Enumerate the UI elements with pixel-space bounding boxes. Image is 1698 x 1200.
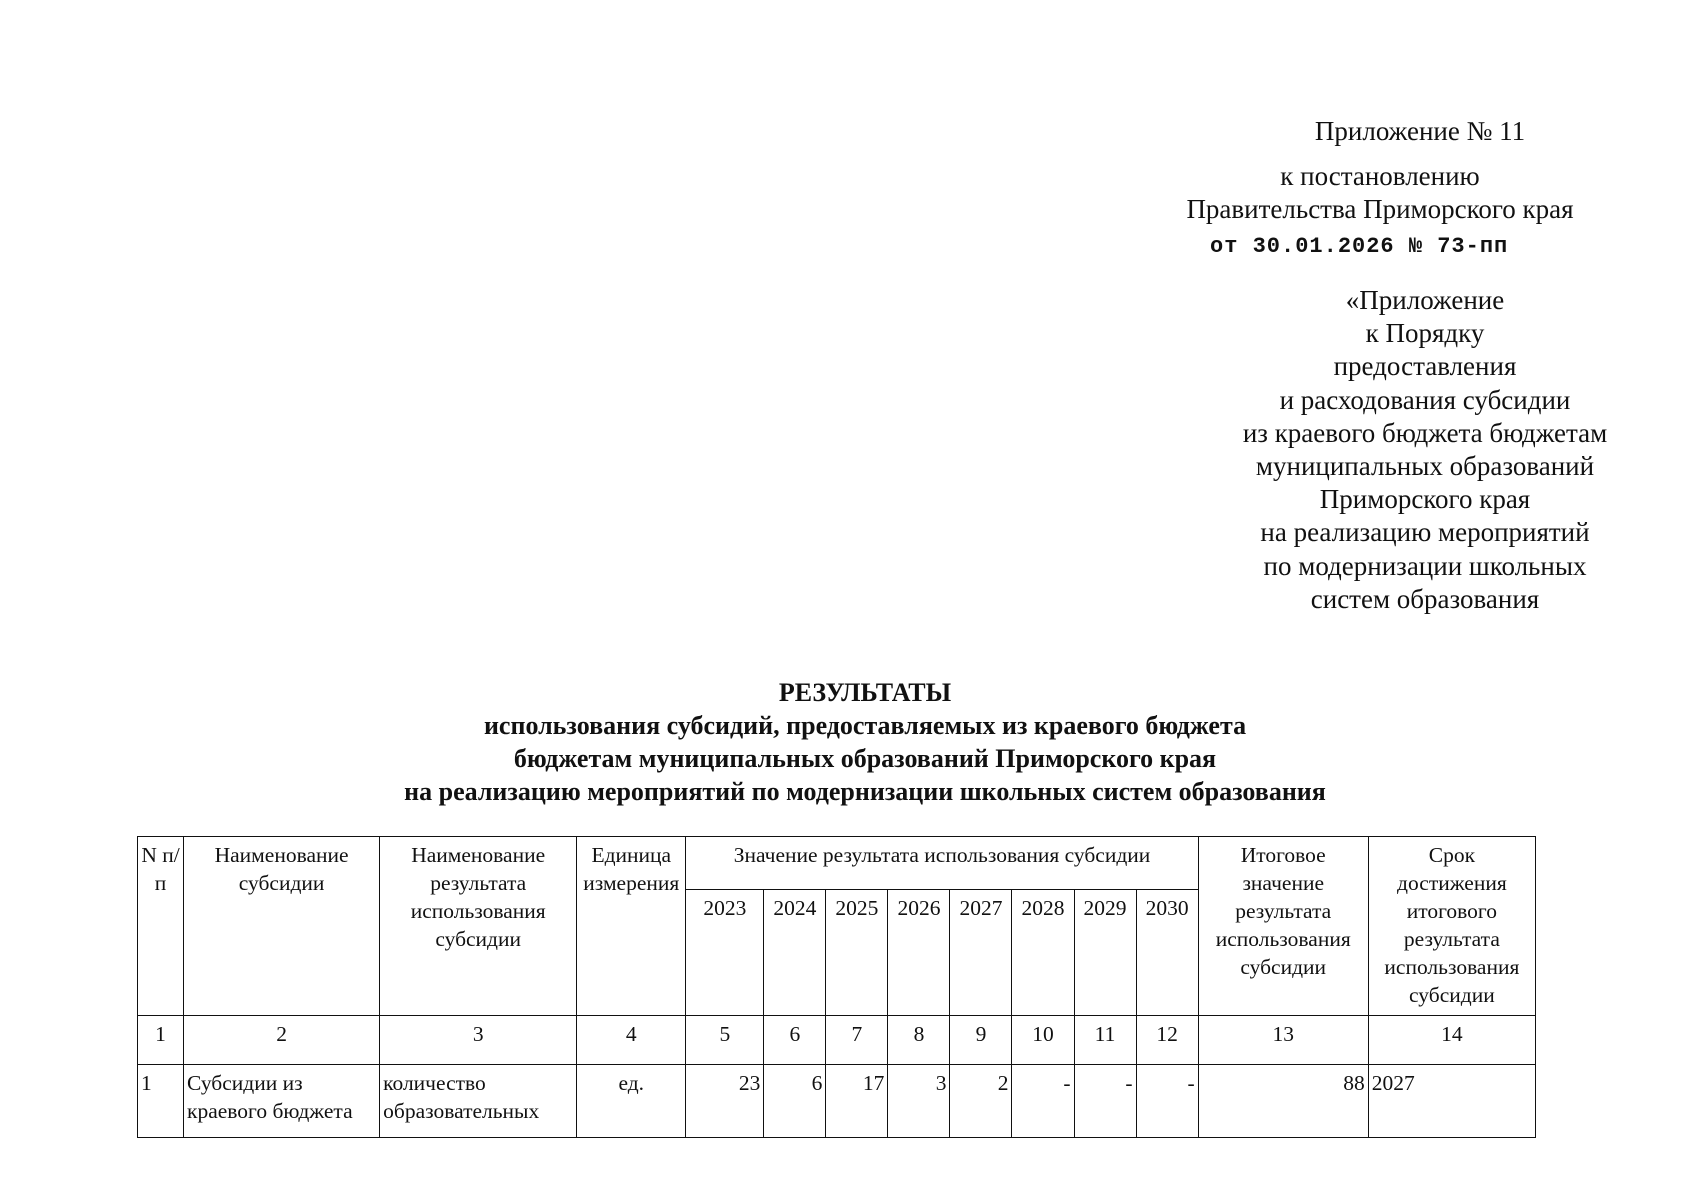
heading-line: использования субсидий, предоставляемых из краевого бюджета xyxy=(483,711,1247,740)
order-appendix-line: предоставления xyxy=(1333,351,1517,382)
cell-value-2024: 6 xyxy=(764,1065,826,1138)
heading-line: на реализацию мероприятий по модернизации школьных систем образования xyxy=(404,777,1326,806)
cell-value-2028: - xyxy=(1012,1065,1074,1138)
cell-value-2030: - xyxy=(1136,1065,1198,1138)
column-number: 6 xyxy=(764,1016,826,1065)
header-year: 2029 xyxy=(1074,890,1136,1016)
resolution-line: Правительства Приморского края xyxy=(1186,194,1574,224)
order-appendix-line: на реализацию мероприятий xyxy=(1260,517,1590,548)
header-subsidy-name: Наименование субсидии xyxy=(184,837,380,1016)
cell-result-name: количество образовательных xyxy=(380,1065,577,1138)
column-number: 5 xyxy=(686,1016,764,1065)
column-number: 2 xyxy=(184,1016,380,1065)
column-number-row xyxy=(138,1016,1536,1065)
heading-line: бюджетам муниципальных образований Приморского края xyxy=(513,744,1217,773)
header-result-name: Наименование результата использования субсидии xyxy=(380,837,577,1016)
cell-value-2026: 3 xyxy=(888,1065,950,1138)
order-appendix-line: и расходования субсидии xyxy=(1279,384,1571,415)
cell-value-2023: 23 xyxy=(686,1065,764,1138)
header-unit: Единица измерения xyxy=(577,837,686,1016)
header-total: Итоговое значение результата использования субсидии xyxy=(1198,837,1368,1016)
order-appendix-line: к Порядку xyxy=(1365,318,1485,349)
resolution-line: к постановлению xyxy=(1280,161,1480,191)
order-appendix-line: Приморского края xyxy=(1319,484,1531,515)
column-number: 10 xyxy=(1012,1016,1074,1065)
column-number: 13 xyxy=(1198,1016,1368,1065)
column-number: 7 xyxy=(826,1016,888,1065)
order-appendix-line: из краевого бюджета бюджетам xyxy=(1242,417,1608,448)
order-appendix-line: по модернизации школьных xyxy=(1263,550,1587,581)
table-header-row xyxy=(138,837,1536,890)
column-number: 1 xyxy=(138,1016,184,1065)
header-year: 2027 xyxy=(950,890,1012,1016)
heading-title: РЕЗУЛЬТАТЫ xyxy=(778,678,952,707)
cell-total: 88 xyxy=(1198,1065,1368,1138)
resolution-reference xyxy=(1150,160,1610,263)
document-heading xyxy=(200,676,1530,808)
column-number: 14 xyxy=(1368,1016,1535,1065)
header-year: 2030 xyxy=(1136,890,1198,1016)
order-appendix-line: систем образования xyxy=(1310,583,1540,614)
column-number: 3 xyxy=(380,1016,577,1065)
column-number: 12 xyxy=(1136,1016,1198,1065)
cell-subsidy-name: Субсидии из краевого бюджета xyxy=(184,1065,380,1138)
cell-num: 1 xyxy=(138,1065,184,1138)
cell-value-2029: - xyxy=(1074,1065,1136,1138)
column-number: 4 xyxy=(577,1016,686,1065)
header-year: 2028 xyxy=(1012,890,1074,1016)
column-number: 11 xyxy=(1074,1016,1136,1065)
header-year: 2023 xyxy=(686,890,764,1016)
cell-deadline: 2027 xyxy=(1368,1065,1535,1138)
table-row xyxy=(138,1065,1536,1138)
header-year: 2026 xyxy=(888,890,950,1016)
order-appendix-line: муниципальных образований xyxy=(1255,451,1595,482)
order-appendix xyxy=(1180,284,1670,616)
appendix-title: Приложение № 11 xyxy=(1314,116,1526,146)
order-appendix-line: «Приложение xyxy=(1345,285,1505,315)
column-number: 9 xyxy=(950,1016,1012,1065)
header-year: 2024 xyxy=(764,890,826,1016)
header-deadline: Срок достижения итогового результата использования субсидии xyxy=(1368,837,1535,1016)
resolution-date: от 30.01.2026 № 73-пп xyxy=(1210,234,1509,259)
column-number: 8 xyxy=(888,1016,950,1065)
header-year: 2025 xyxy=(826,890,888,1016)
header-values-group: Значение результата использования субсидии xyxy=(686,837,1198,890)
cell-unit: ед. xyxy=(577,1065,686,1138)
results-table xyxy=(137,836,1536,1138)
cell-value-2025: 17 xyxy=(826,1065,888,1138)
header-num: N п/п xyxy=(138,837,184,1016)
cell-value-2027: 2 xyxy=(950,1065,1012,1138)
